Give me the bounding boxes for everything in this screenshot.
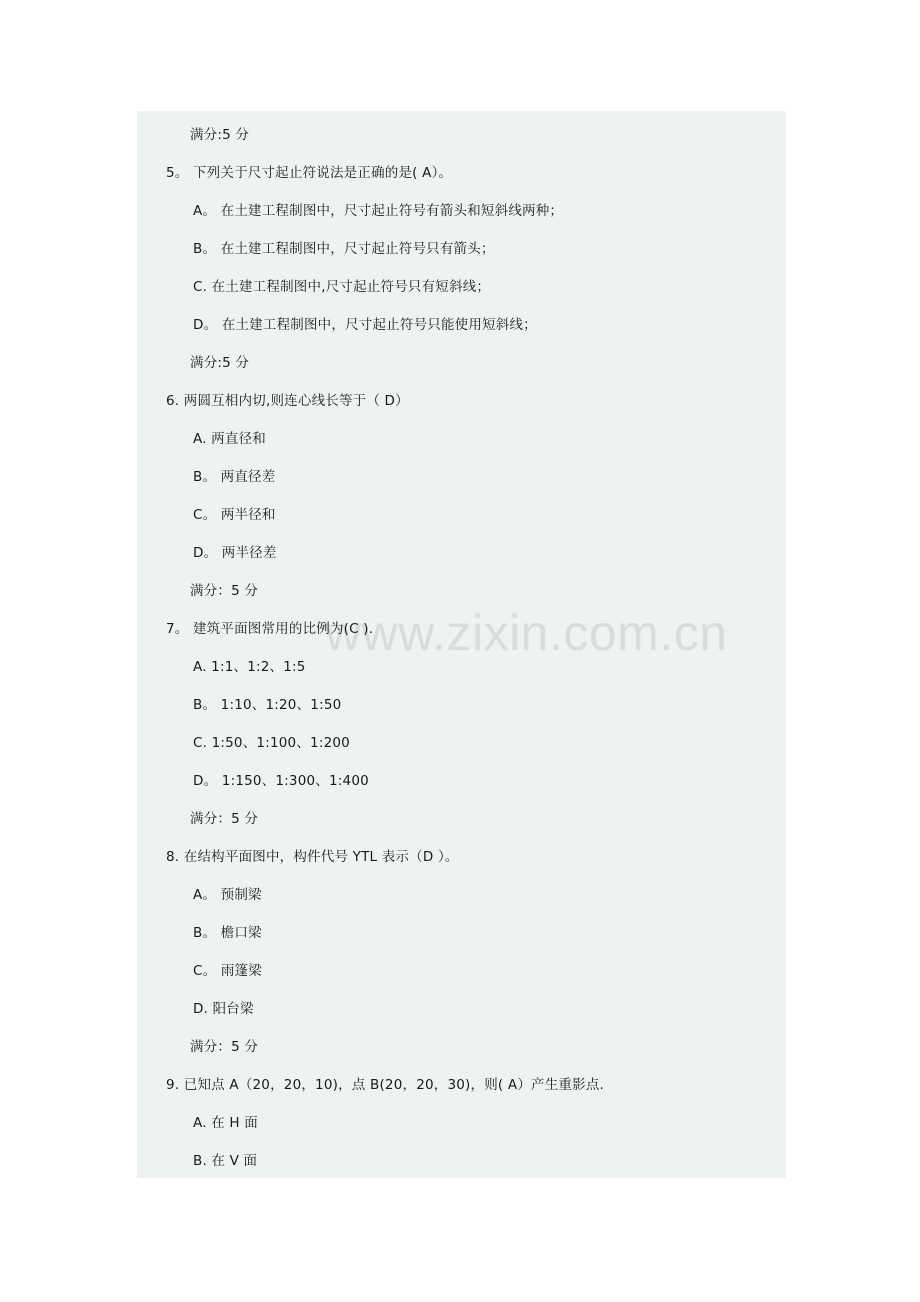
- watermark: www.zixin.com.cn: [325, 605, 728, 661]
- option-d: D. 阳台梁: [193, 1001, 254, 1017]
- option-a: A。 在土建工程制图中，尺寸起止符号有箭头和短斜线两种；: [193, 203, 564, 219]
- option-b: B。 檐口梁: [193, 925, 262, 941]
- option-b: B。 在土建工程制图中，尺寸起止符号只有箭头；: [193, 241, 495, 257]
- option-b: B。 两直径差: [193, 469, 276, 485]
- score-line: 满分:5 分: [190, 127, 250, 143]
- option-b: B. 在 V 面: [193, 1153, 258, 1169]
- question-5: 5。 下列关于尺寸起止符说法是正确的是( A）。: [166, 165, 453, 181]
- option-b: B。 1:10、1:20、1:50: [193, 697, 342, 713]
- option-d: D。 在土建工程制图中，尺寸起止符号只能使用短斜线；: [193, 317, 537, 333]
- question-7: 7。 建筑平面图常用的比例为(C ).: [166, 621, 374, 637]
- option-a: A. 两直径和: [193, 431, 266, 447]
- option-c: C。 雨篷梁: [193, 963, 262, 979]
- option-d: D。 两半径差: [193, 545, 277, 561]
- question-8: 8. 在结构平面图中，构件代号 YTL 表示（D ）。: [166, 849, 459, 865]
- option-c: C。 两半径和: [193, 507, 276, 523]
- score-line: 满分：5 分: [190, 1039, 259, 1055]
- question-6: 6. 两圆互相内切,则连心线长等于（ D）: [166, 393, 409, 409]
- option-c: C. 1:50、1:100、1:200: [193, 735, 350, 751]
- score-line: 满分：5 分: [190, 583, 259, 599]
- option-c: C. 在土建工程制图中,尺寸起止符号只有短斜线；: [193, 279, 491, 295]
- option-a: A. 在 H 面: [193, 1115, 258, 1131]
- option-a: A。 预制梁: [193, 887, 262, 903]
- score-line: 满分:5 分: [190, 355, 250, 371]
- option-a: A. 1:1、1:2、1:5: [193, 659, 306, 675]
- option-d: D。 1:150、1:300、1:400: [193, 773, 369, 789]
- score-line: 满分：5 分: [190, 811, 259, 827]
- question-9: 9. 已知点 A（20，20，10)，点 B(20，20，30)，则( A）产生重影点.: [166, 1077, 605, 1093]
